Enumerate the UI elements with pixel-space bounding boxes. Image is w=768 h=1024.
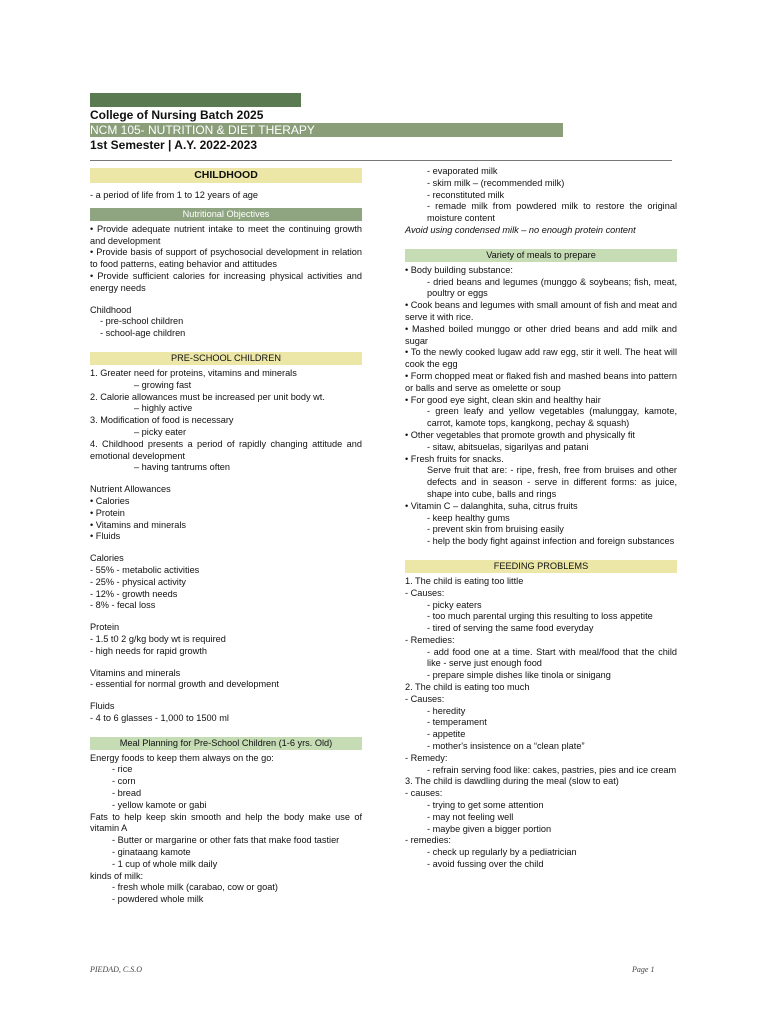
vitc-item: - keep healthy gums	[427, 512, 510, 523]
preschool-point: 3. Modification of food is necessary	[90, 415, 234, 426]
childhood-definition: - a period of life from 1 to 12 years of age	[90, 190, 259, 200]
course-title: NCM 105- NUTRITION & DIET THERAPY	[90, 123, 563, 137]
variety-item: • For good eye sight, clean skin and healthy hair	[405, 394, 601, 405]
calories-label: Calories	[90, 553, 124, 564]
feeding-problem: 1. The child is eating too little	[405, 575, 524, 586]
cause-item: - appetite	[427, 729, 466, 740]
calories-item: - 25% - physical activity	[90, 576, 186, 587]
remedy-item: - check up regularly by a pediatrician	[427, 847, 577, 858]
variety-item: • Vitamin C – dalanghita, suha, citrus fruits	[405, 500, 578, 511]
preschool-subpoint: – highly active	[134, 403, 193, 414]
remedy-item: - refrain serving food like: cakes, pastries, pies and ice cream	[427, 764, 677, 775]
preschool-subpoint: – growing fast	[134, 379, 192, 390]
energy-label: Energy foods to keep them always on the go:	[90, 752, 274, 763]
energy-item: - yellow kamote or gabi	[112, 799, 207, 810]
milk-item: - powdered whole milk	[112, 894, 204, 905]
vitamins-label: Vitamins and minerals	[90, 667, 181, 678]
objective-item: • Provide adequate nutrient intake to meet the continuing growth and development	[90, 223, 362, 246]
variety-subitem: Serve fruit that are: - ripe, fresh, free from bruises and other defects and in season - serve in different forms: as juice, shape into cube, balls and rings	[427, 465, 677, 499]
calories-item: - 8% - fecal loss	[90, 600, 156, 611]
cause-item: - maybe given a bigger portion	[427, 823, 552, 834]
footer-author: PIEDAD, C.S.O	[90, 965, 142, 974]
energy-item: - bread	[112, 788, 142, 799]
remedy-item: - prepare simple dishes like tinola or sinigang	[427, 670, 611, 681]
cause-item: - trying to get some attention	[427, 800, 544, 811]
fats-label: Fats to help keep skin smooth and help the body make use of vitamin A	[90, 811, 362, 834]
fats-item: - ginataang kamote	[112, 847, 191, 858]
feeding-problem: 3. The child is dawdling during the meal (slow to eat)	[405, 776, 619, 787]
variety-item: • Cook beans and legumes with small amount of fish and meat and serve it with rice.	[405, 300, 677, 322]
variety-subitem: - dried beans and legumes (munggo & soybeans; fish, meat, poultry or eggs	[427, 276, 677, 299]
cause-item: - picky eaters	[427, 599, 482, 610]
calories-item: - 55% - metabolic activities	[90, 564, 200, 575]
preschool-subpoint: – picky eater	[134, 426, 187, 437]
allowance-item: • Vitamins and minerals	[90, 519, 186, 530]
preschool-heading: PRE-SCHOOL CHILDREN	[90, 352, 362, 365]
condensed-milk-note: Avoid using condensed milk – no enough protein content	[405, 224, 636, 235]
milk-label: kinds of milk:	[90, 870, 144, 881]
feeding-problem: 2. The child is eating too much	[405, 682, 530, 693]
remedies-label: - Remedy:	[405, 752, 448, 763]
variety-subitem: - sitaw, abitsuelas, sigarilyas and patani	[427, 441, 589, 452]
fluids-item: - 4 to 6 glasses - 1,000 to 1500 ml	[90, 712, 229, 723]
variety-heading: Variety of meals to prepare	[405, 249, 677, 262]
variety-item: • Fresh fruits for snacks.	[405, 453, 504, 464]
childhood-label: Childhood	[90, 304, 132, 315]
variety-item: • Other vegetables that promote growth and physically fit	[405, 429, 635, 440]
header-divider	[90, 160, 672, 161]
meal-planning-heading: Meal Planning for Pre-School Children (1-6 yrs. Old)	[90, 737, 362, 750]
cause-item: - tired of serving the same food everyday	[427, 623, 594, 634]
preschool-point: 1. Greater need for proteins, vitamins and minerals	[90, 367, 297, 378]
semester-title: 1st Semester | A.Y. 2022-2023	[90, 138, 258, 152]
vitc-item: - prevent skin from bruising easily	[427, 524, 564, 535]
objectives-heading: Nutritional Objectives	[90, 208, 362, 221]
objective-item: • Provide basis of support of psychosocial development in relation to food patterns, eating behavior and attitudes	[90, 247, 362, 270]
college-title: College of Nursing Batch 2025	[90, 108, 264, 122]
protein-item: - high needs for rapid growth	[90, 645, 207, 656]
causes-label: - causes:	[405, 788, 443, 799]
fats-item: - Butter or margarine or other fats that make food tastier	[112, 835, 340, 846]
variety-subitem: - green leafy and yellow vegetables (malunggay, kamote, carrot, kamote tops, kangkong, pechay & squash)	[427, 406, 677, 429]
right-column	[405, 166, 677, 871]
milk-item: - remade milk from powdered milk to restore the original moisture content	[427, 201, 677, 224]
preschool-point: 2. Calorie allowances must be increased per unit body wt.	[90, 391, 325, 402]
cause-item: - mother's insistence on a “clean plate”	[427, 741, 585, 752]
fluids-label: Fluids	[90, 701, 115, 712]
milk-item: - skim milk – (recommended milk)	[427, 177, 565, 188]
section-title-childhood: CHILDHOOD	[90, 168, 362, 183]
variety-item: • Mashed boiled munggo or other dried beans and add milk and sugar	[405, 323, 677, 346]
allowances-label: Nutrient Allowances	[90, 484, 171, 495]
causes-label: - Causes:	[405, 587, 445, 598]
causes-label: - Causes:	[405, 693, 445, 704]
feeding-problems-heading: FEEDING PROBLEMS	[405, 560, 677, 573]
left-column	[90, 166, 362, 906]
header-accent-bar	[90, 93, 301, 107]
footer-page-number: Page 1	[632, 965, 655, 974]
preschool-point: 4. Childhood presents a period of rapidly changing attitude and emotional development	[90, 438, 362, 461]
remedy-item: - avoid fussing over the child	[427, 859, 544, 870]
remedy-item: - add food one at a time. Start with meal/food that the child like - serve just enough food	[427, 646, 677, 669]
variety-item: • To the newly cooked lugaw add raw egg, stir it well. The heat will cook the egg	[405, 347, 677, 370]
allowance-item: • Fluids	[90, 531, 121, 542]
milk-item: - evaporated milk	[427, 166, 498, 176]
childhood-item: - pre-school children	[100, 316, 184, 327]
vitc-item: - help the body fight against infection and foreign substances	[427, 536, 675, 547]
calories-item: - 12% - growth needs	[90, 588, 178, 599]
allowance-item: • Calories	[90, 495, 130, 506]
variety-item: • Form chopped meat or flaked fish and mashed beans into pattern or balls and serve as omelette or soup	[405, 370, 677, 393]
vitamins-item: - essential for normal growth and development	[90, 679, 279, 690]
milk-item: - fresh whole milk (carabao, cow or goat)	[112, 882, 278, 893]
fats-item: - 1 cup of whole milk daily	[112, 858, 218, 869]
protein-item: - 1.5 t0 2 g/kg body wt is required	[90, 633, 226, 644]
objective-item: • Provide sufficient calories for increasing physical activities and energy needs	[90, 270, 362, 293]
remedies-label: - Remedies:	[405, 634, 455, 645]
energy-item: - rice	[112, 764, 133, 775]
childhood-item: - school-age children	[100, 328, 186, 339]
cause-item: - too much parental urging this resulting to loss appetite	[427, 611, 653, 622]
allowance-item: • Protein	[90, 507, 125, 518]
milk-item: - reconstituted milk	[427, 189, 505, 200]
cause-item: - temperament	[427, 717, 487, 728]
preschool-subpoint: – having tantrums often	[134, 462, 231, 473]
remedies-label: - remedies:	[405, 835, 451, 846]
cause-item: - may not feeling well	[427, 811, 514, 822]
cause-item: - heredity	[427, 705, 466, 716]
protein-label: Protein	[90, 622, 120, 633]
energy-item: - corn	[112, 776, 136, 787]
variety-item: • Body building substance:	[405, 264, 513, 275]
